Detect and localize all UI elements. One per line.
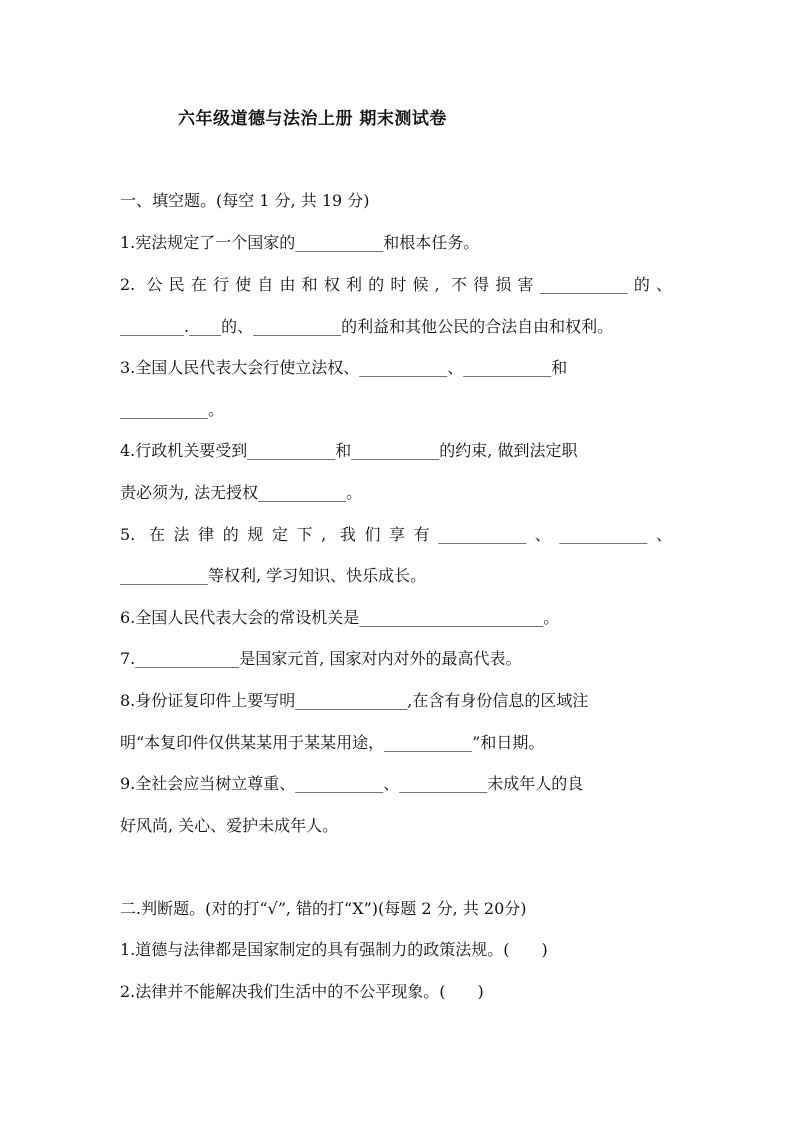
fill-question-3-line1: 3.全国人民代表大会行使立法权、___________、___________和: [120, 358, 568, 377]
exam-title: 六年级道德与法治上册 期末测试卷: [178, 109, 447, 129]
fill-question-2-line2: ________.____的、___________的利益和其他公民的合法自由和权利。: [120, 317, 614, 336]
fill-question-4-line1: 4.行政机关要受到___________和___________的约束, 做到法定职: [120, 441, 578, 460]
fill-question-8-line2: 明“本复印件仅供某某用于某某用途，___________”和日期。: [120, 733, 545, 752]
section1-heading: 一、填空题。(每空 1 分, 共 19 分): [120, 191, 370, 210]
fill-question-8-line1: 8.身份证复印件上要写明______________,在含有身份信息的区域注: [120, 691, 589, 710]
fill-question-6: 6.全国人民代表大会的常设机关是_______________________。: [120, 608, 560, 627]
section2-heading: 二.判断题。(对的打“√”, 错的打“X”)(每题 2 分, 共 20分): [120, 899, 527, 918]
fill-question-4-line2: 责必须为, 法无授权___________。: [120, 483, 363, 502]
fill-question-5-line2: ___________等权利, 学习知识、快乐成长。: [120, 566, 427, 585]
judge-question-2: 2.法律并不能解决我们生活中的不公平现象。( ): [120, 982, 484, 1001]
fill-question-9-line2: 好风尚, 关心、爱护未成年人。: [120, 816, 339, 835]
fill-question-7: 7._____________是国家元首, 国家对内对外的最高代表。: [120, 649, 522, 668]
fill-question-3-line2: ___________。: [120, 400, 225, 419]
judge-question-1: 1.道德与法律都是国家制定的具有强制力的政策法规。( ): [120, 940, 548, 959]
fill-question-1: 1.宪法规定了一个国家的___________和根本任务。: [120, 233, 480, 252]
fill-question-2-line1: 2. 公民在行使自由和权利的时候, 不得损害___________的、: [120, 275, 672, 294]
fill-question-9-line1: 9.全社会应当树立尊重、___________、___________未成年人的良: [120, 774, 584, 793]
fill-question-5-line1: 5. 在法律的规定下, 我们享有___________、___________、: [120, 525, 672, 544]
